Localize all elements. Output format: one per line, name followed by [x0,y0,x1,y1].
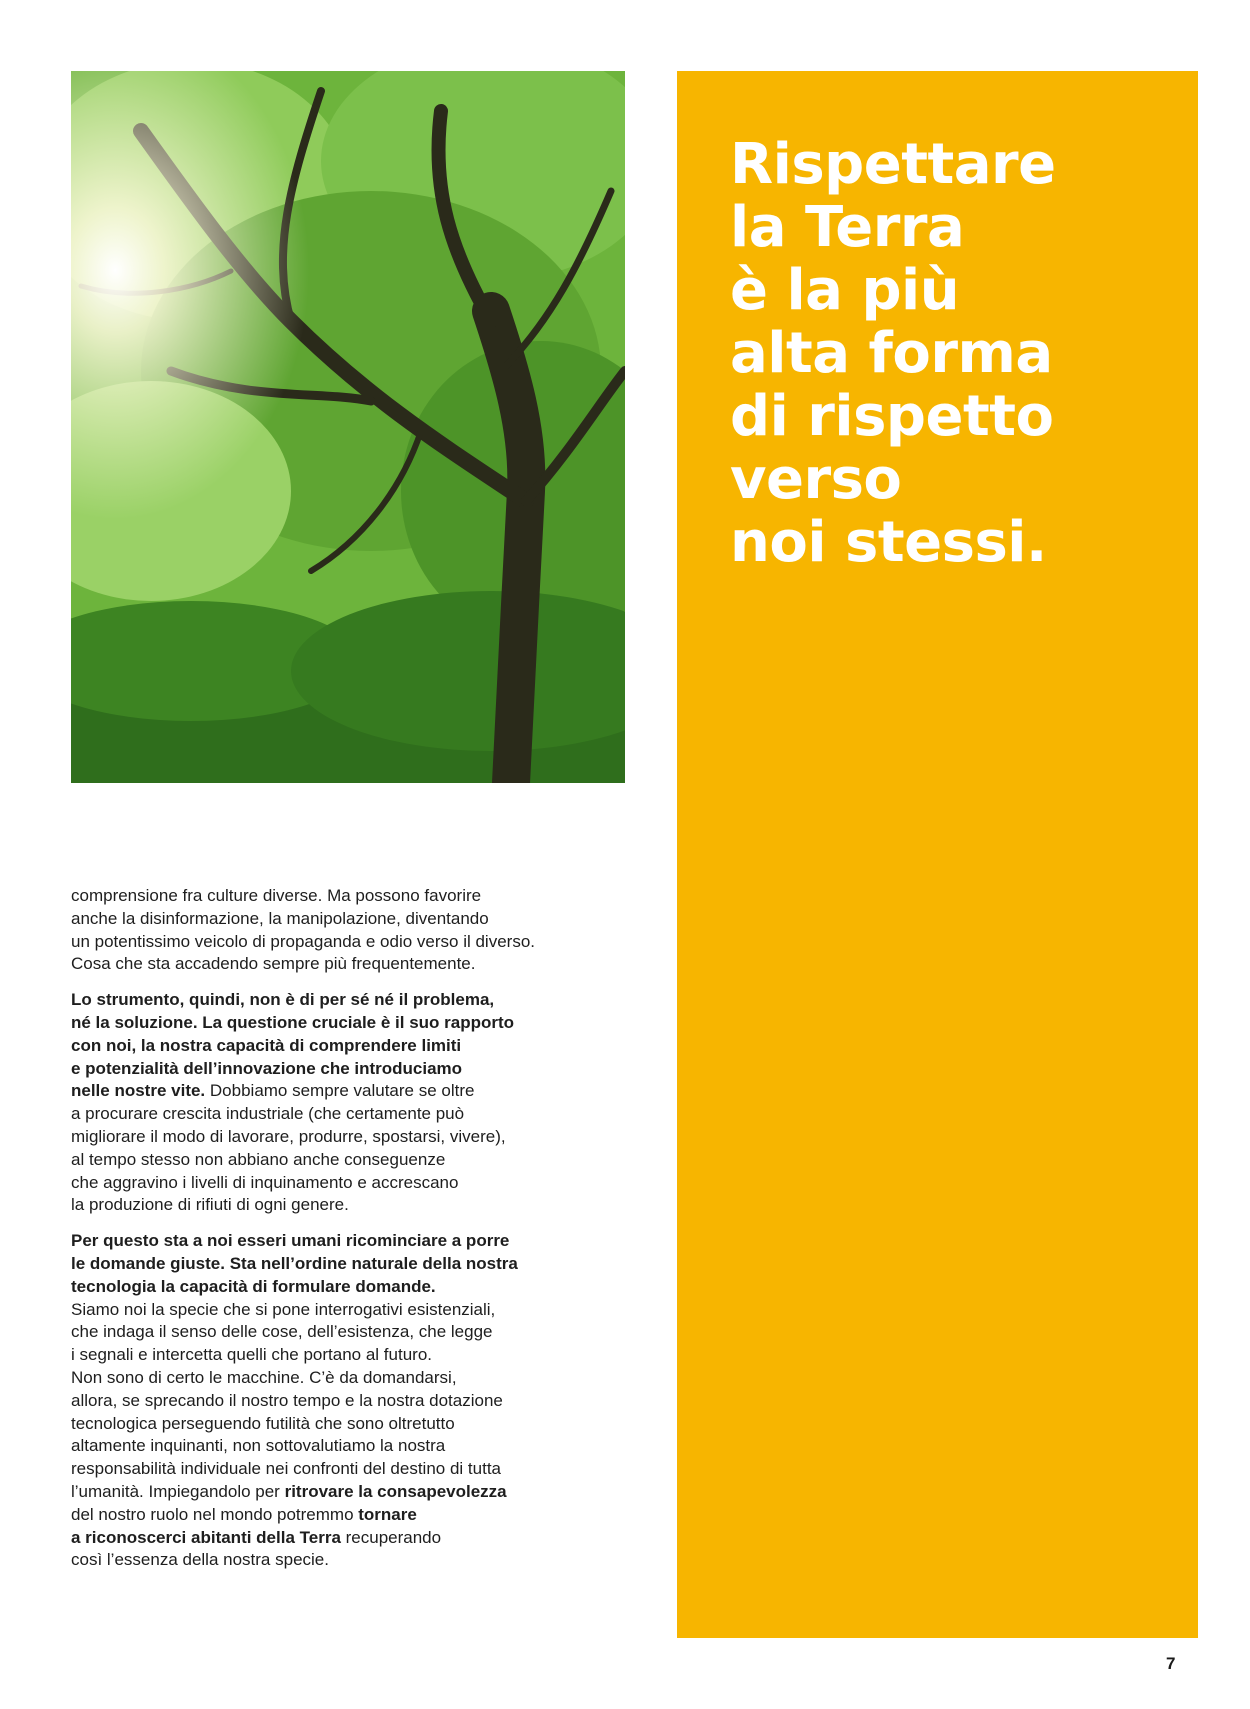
regular-phrase: Dobbiamo sempre valutare se oltre [205,1081,475,1101]
text-line: un potentissimo veicolo di propaganda e odio verso il diverso. [71,931,535,951]
bold-phrase: tornare [358,1504,417,1524]
text-line: al tempo stesso non abbiano anche conseguenze [71,1149,446,1169]
headline-line: verso [730,447,902,512]
text-line: altamente inquinanti, non sottovalutiamo la nostra [71,1436,446,1456]
text-line: a procurare crescita industriale (che certamente può [71,1104,465,1124]
regular-phrase: del nostro ruolo nel mondo potremmo [71,1504,359,1524]
text-line: anche la disinformazione, la manipolazione, diventando [71,908,489,928]
tree-illustration [71,71,625,783]
paragraph-1 [71,885,631,976]
headline-quote [730,133,1056,574]
text-line: i segnali e intercetta quelli che portano al futuro. [71,1345,433,1365]
text-line: tecnologica perseguendo futilità che sono oltretutto [71,1413,455,1433]
bold-text-line: né la soluzione. La questione cruciale è il suo rapporto [71,1012,515,1032]
headline-line: Rispettare [730,132,1056,197]
text-line: la produzione di rifiuti di ogni genere. [71,1195,349,1215]
page-number: 7 [1166,1654,1176,1673]
bold-phrase: ritrovare la consapevolezza [284,1481,507,1501]
text-line: migliorare il modo di lavorare, produrre, spostarsi, vivere), [71,1126,506,1146]
headline-line: la Terra [730,195,965,260]
headline-line: alta forma [730,321,1053,386]
bold-text-line: con noi, la nostra capacità di comprendere limiti [71,1035,462,1055]
regular-phrase: l’umanità. Impiegandolo per [71,1481,285,1501]
text-line: che indaga il senso delle cose, dell’esistenza, che legge [71,1322,493,1342]
headline-line: è la più [730,258,960,323]
tree-photo [71,71,625,783]
text-line: allora, se sprecando il nostro tempo e la nostra dotazione [71,1390,503,1410]
text-line: Siamo noi la specie che si pone interrogativi esistenziali, [71,1299,496,1319]
bold-text-line: Per questo sta a noi esseri umani ricominciare a porre [71,1231,510,1251]
bold-phrase: nelle nostre vite. [71,1081,206,1101]
article-body [71,885,631,1585]
text-line [71,1481,631,1504]
text-line: Non sono di certo le macchine. C’è da domandarsi, [71,1367,457,1387]
bold-text-line: tecnologia la capacità di formulare domande. [71,1276,436,1296]
quote-panel [677,71,1198,1638]
text-line: così l’essenza della nostra specie. [71,1550,329,1570]
paragraph-3 [71,1230,631,1572]
text-line [71,1504,631,1527]
text-line: comprensione fra culture diverse. Ma possono favorire [71,886,482,905]
bold-text-line: le domande giuste. Sta nell’ordine naturale della nostra [71,1253,518,1273]
text-line [71,1080,631,1103]
headline-line: noi stessi. [730,510,1047,575]
text-line: Cosa che sta accadendo sempre più frequentemente. [71,954,476,974]
paragraph-2 [71,989,631,1217]
bold-phrase: a riconoscerci abitanti della Terra [71,1527,341,1547]
text-line: che aggravino i livelli di inquinamento e accrescano [71,1172,459,1192]
bold-text-line: e potenzialità dell’innovazione che introduciamo [71,1058,463,1078]
text-line [71,1527,631,1550]
headline-line: di rispetto [730,384,1054,449]
bold-text-line: Lo strumento, quindi, non è di per sé né il problema, [71,990,495,1010]
regular-phrase: recuperando [340,1527,442,1547]
text-line: responsabilità individuale nei confronti del destino di tutta [71,1459,501,1479]
